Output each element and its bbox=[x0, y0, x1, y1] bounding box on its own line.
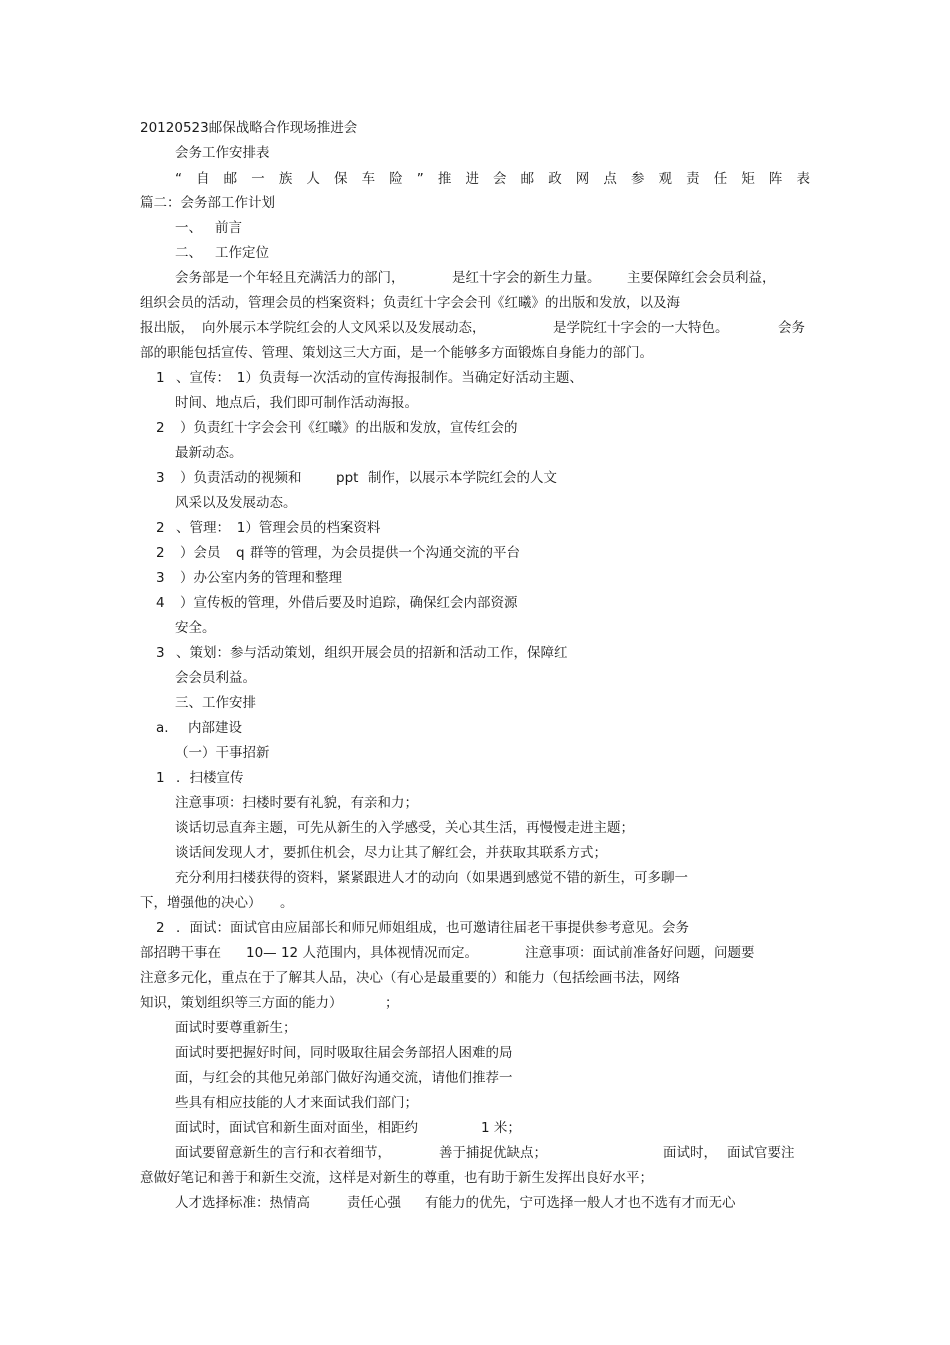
interview-line-9-b: 1 米； bbox=[481, 1120, 521, 1136]
list-text: 、管理： 1）管理会员的档案资料 bbox=[176, 520, 381, 536]
list-text-a: ）负责活动的视频和 bbox=[180, 470, 302, 486]
intro-line-3-d: 会务 bbox=[778, 320, 805, 336]
document-title: 20120523邮保战略合作现场推进会 bbox=[140, 120, 358, 136]
list-letter: a. bbox=[156, 720, 169, 736]
section-2-number: 二、 bbox=[175, 245, 202, 261]
interview-line-2-c: 注意事项：面试前准备好问题，问题要 bbox=[525, 945, 755, 961]
list-text-c: 制作，以展示本学院红会的人文 bbox=[368, 470, 557, 486]
list-text-a: ）会员 bbox=[180, 545, 221, 561]
interview-line-10-a: 面试要留意新生的言行和衣着细节， bbox=[175, 1145, 391, 1161]
interview-line-10-b: 善于捕捉优缺点； bbox=[439, 1145, 547, 1161]
list-number: 1 bbox=[156, 770, 165, 786]
intro-line-3-b: 向外展示本学院红会的人文风采以及发展动态， bbox=[202, 320, 486, 336]
interview-line-2-a: 部招聘干事在 bbox=[140, 945, 221, 961]
list-number: 4 bbox=[156, 595, 165, 611]
planning-item-1-cont: 会会员利益。 bbox=[175, 670, 256, 686]
interview-line-4-a: 知识，策划组织等三方面的能力） bbox=[140, 995, 343, 1011]
list-text: 内部建设 bbox=[188, 720, 242, 736]
sweep-line-1: 注意事项：扫楼时要有礼貌，有亲和力； bbox=[175, 795, 418, 811]
list-text-c: 群等的管理，为会员提供一个沟通交流的平台 bbox=[250, 545, 520, 561]
interview-line-3: 注意多元化，重点在于了解其人品，决心（有心是最重要的）和能力（包括绘画书法，网络 bbox=[140, 970, 680, 986]
list-number: 2 bbox=[156, 920, 165, 936]
interview-line-11: 意做好笔记和善于和新生交流，这样是对新生的尊重，也有助于新生发挥出良好水平； bbox=[140, 1170, 653, 1186]
sweep-line-4: 充分利用扫楼获得的资料，紧紧跟进人才的动向（如果遇到感觉不错的新生，可多聊一 bbox=[175, 870, 688, 886]
sweep-line-2: 谈话切忌直奔主题，可先从新生的入学感受，关心其生活，再慢慢走进主题； bbox=[175, 820, 634, 836]
list-text-b: ppt bbox=[336, 470, 359, 486]
interview-line-8: 些具有相应技能的人才来面试我们部门； bbox=[175, 1095, 418, 1111]
list-text: ．面试：面试官由应届部长和师兄师姐组成，也可邀请往届老干事提供参考意见。会务 bbox=[176, 920, 689, 936]
intro-line-1-c: 主要保障红会会员利益， bbox=[627, 270, 776, 286]
list-number: 3 bbox=[156, 470, 165, 486]
sweep-line-3: 谈话间发现人才，要抓住机会，尽力让其了解红会，并获取其联系方式； bbox=[175, 845, 607, 861]
interview-line-5: 面试时要尊重新生； bbox=[175, 1020, 297, 1036]
interview-line-7: 面，与红会的其他兄弟部门做好沟通交流，请他们推荐一 bbox=[175, 1070, 513, 1086]
recruitment-heading: （一）干事招新 bbox=[175, 745, 270, 761]
intro-line-1-a: 会务部是一个年轻且充满活力的部门， bbox=[175, 270, 405, 286]
section-1-number: 一、 bbox=[175, 220, 202, 236]
list-number: 1 bbox=[156, 370, 165, 386]
interview-line-10-d: 面试官要注 bbox=[727, 1145, 795, 1161]
publicity-item-3-cont: 风采以及发展动态。 bbox=[175, 495, 297, 511]
sweep-line-5-a: 下，增强他的决心） bbox=[140, 895, 262, 911]
sweep-line-5-b: 。 bbox=[280, 895, 294, 911]
list-number: 2 bbox=[156, 520, 165, 536]
list-text: 、策划：参与活动策划，组织开展会员的招新和活动工作，保障红 bbox=[176, 645, 568, 661]
intro-line-1-b: 是红十字会的新生力量。 bbox=[452, 270, 601, 286]
intro-line-4: 部的职能包括宣传、管理、策划这三大方面，是一个能够多方面锻炼自身能力的部门。 bbox=[140, 345, 653, 361]
management-item-4-cont: 安全。 bbox=[175, 620, 216, 636]
list-text: ）负责红十字会会刊《红曦》的出版和发放，宣传红会的 bbox=[180, 420, 518, 436]
section-3-title: 三、工作安排 bbox=[175, 695, 256, 711]
interview-line-12-b: 责任心强 bbox=[347, 1195, 401, 1211]
list-number: 3 bbox=[156, 570, 165, 586]
intro-line-2: 组织会员的活动，管理会员的档案资料；负责红十字会会刊《红曦》的出版和发放，以及海 bbox=[140, 295, 680, 311]
publicity-item-2-cont: 最新动态。 bbox=[175, 445, 243, 461]
list-text-b: q bbox=[236, 545, 245, 561]
interview-line-9-a: 面试时，面试官和新生面对面坐，相距约 bbox=[175, 1120, 418, 1136]
document-subtitle: 会务工作安排表 bbox=[175, 145, 270, 161]
list-text: 、宣传： 1）负责每一次活动的宣传海报制作。当确定好活动主题、 bbox=[176, 370, 583, 386]
interview-line-12-c: 有能力的优先，宁可选择一般人才也不选有才而无心 bbox=[425, 1195, 736, 1211]
list-text: ）宣传板的管理，外借后要及时追踪，确保红会内部资源 bbox=[180, 595, 518, 611]
part2-heading: 篇二：会务部工作计划 bbox=[140, 195, 275, 211]
list-text: ）办公室内务的管理和整理 bbox=[180, 570, 342, 586]
section-2-title: 工作定位 bbox=[215, 245, 269, 261]
interview-line-6: 面试时要把握好时间，同时吸取往届会务部招人困难的局 bbox=[175, 1045, 513, 1061]
interview-line-2-b: 10— 12 人范围内，具体视情况而定。 bbox=[246, 945, 478, 961]
list-number: 2 bbox=[156, 420, 165, 436]
publicity-item-1-cont: 时间、地点后，我们即可制作活动海报。 bbox=[175, 395, 418, 411]
section-1-title: 前言 bbox=[215, 220, 242, 236]
list-number: 2 bbox=[156, 545, 165, 561]
interview-line-4-b: ； bbox=[385, 995, 399, 1011]
intro-line-3-a: 报出版， bbox=[140, 320, 194, 336]
matrix-title: “自邮一族人保车险”推进会邮政网点参观责任矩阵表 bbox=[175, 171, 812, 187]
intro-line-3-c: 是学院红十字会的一大特色。 bbox=[553, 320, 729, 336]
interview-line-12-a: 人才选择标准：热情高 bbox=[175, 1195, 310, 1211]
list-number: 3 bbox=[156, 645, 165, 661]
interview-line-10-c: 面试时， bbox=[663, 1145, 717, 1161]
list-text: ．扫楼宣传 bbox=[176, 770, 244, 786]
